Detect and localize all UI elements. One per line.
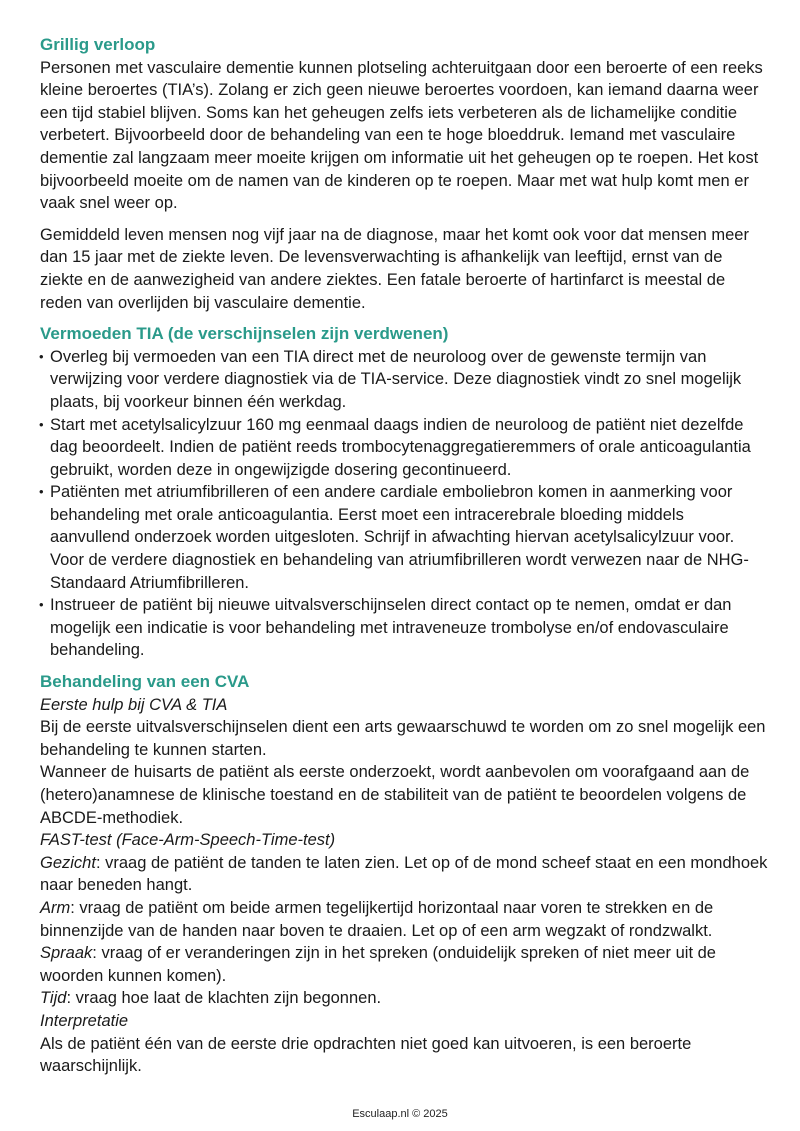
list-item: • Start met acetylsalicylzuur 160 mg eenmaal daags indien de neuroloog de patiënt niet dezelfde dag beoordeelt. Indien de patiënt reeds trombocytenaggregatieremmers of orale anticoagulantia gebruikt, worden deze in ongewijzigde dosering gecontinueerd. — [40, 414, 768, 482]
paragraph: Wanneer de huisarts de patiënt als eerste onderzoekt, wordt aanbevolen om voorafgaand aan de (hetero)anamnese de klinische toestand en de stabiliteit van de patiënt te beoordelen volgens de ABCDE-methodiek. — [40, 763, 750, 827]
fast-label: Spraak — [40, 944, 93, 963]
document-page — [40, 34, 768, 1078]
fast-label: Gezicht — [40, 853, 96, 872]
paragraph: Bij de eerste uitvalsverschijnselen dient een arts gewaarschuwd te worden om zo snel mogelijk een behandeling te kunnen starten. — [40, 718, 766, 759]
fast-item — [40, 852, 768, 897]
fast-text: : vraag hoe laat de klachten zijn begonnen. — [66, 989, 382, 1008]
bullet-list — [40, 346, 768, 662]
paragraph: Als de patiënt één van de eerste drie opdrachten niet goed kan uitvoeren, is een beroerte waarschijnlijk. — [40, 1034, 692, 1076]
fast-text: : vraag of er veranderingen zijn in het spreken (onduidelijk spreken of niet meer uit de woorden kunnen komen). — [40, 944, 716, 985]
subheading: Interpretatie — [40, 1011, 129, 1030]
list-item: • Overleg bij vermoeden van een TIA direct met de neuroloog over de gewenste termijn van verwijzing voor verdere diagnostiek via de TIA-service. Deze diagnostiek vindt zo snel mogelijk plaats, bij voorkeur binnen één werkdag. — [40, 346, 768, 414]
fast-item — [40, 987, 768, 1010]
paragraph: Gemiddeld leven mensen nog vijf jaar na de diagnose, maar het komt ook voor dat mensen meer dan 15 jaar met de ziekte leven. De levensverwachting is afhankelijk van leeftijd, ernst van de ziekte en de aanwezigheid van andere ziektes. Een fatale beroerte of hartinfarct is meestal de reden van overlijden bij vasculaire dementie. — [40, 225, 749, 312]
fast-item — [40, 897, 768, 942]
fast-text: : vraag de patiënt de tanden te laten zien. Let op of de mond scheef staat en een mondhoek naar beneden hangt. — [40, 853, 768, 895]
subheading: Eerste hulp bij CVA & TIA — [40, 695, 228, 714]
page-footer: Esculaap.nl © 2025 — [352, 1108, 448, 1120]
fast-label: Arm — [40, 898, 71, 917]
paragraph: Personen met vasculaire dementie kunnen plotseling achteruitgaan door een beroerte of een reeks kleine beroertes (TIA’s). Zolang er zich geen nieuwe beroertes voordoen, kan iemand daarna weer een tijd stabiel blijven. Soms kan het geheugen zelfs iets verbeteren als de lichamelijke conditie verbetert. Bijvoorbeeld door de behandeling van een te hoge bloeddruk. Iemand met vasculaire dementie zal langzaam meer moeite krijgen om informatie uit het geheugen op te roepen. Het kost bijvoorbeeld moeite om de namen van de kinderen op te roepen. Maar met wat hulp komt men er vaak snel weer op. — [40, 58, 763, 213]
section-heading: Behandeling van een CVA — [40, 672, 250, 692]
section-heading: Vermoeden TIA (de verschijnselen zijn verdwenen) — [40, 324, 449, 344]
fast-label: Tijd — [40, 989, 67, 1008]
subheading: FAST-test (Face-Arm-Speech-Time-test) — [40, 831, 336, 850]
list-item: • Patiënten met atriumfibrilleren of een andere cardiale emboliebron komen in aanmerking voor behandeling met orale anticoagulantia. Eerst moet een intracerebrale bloeding middels aanvullend onderzoek worden uitgesloten. Schrijf in afwachting hiervan acetylsalicylzuur voor. Voor de verdere diagnostiek en behandeling van atriumfibrilleren wordt verwezen naar de NHG-Standaard Atriumfibrilleren. — [40, 481, 768, 594]
section-grillig-verloop — [40, 34, 768, 314]
section-behandeling-cva — [40, 671, 768, 1078]
fast-text: : vraag de patiënt om beide armen tegelijkertijd horizontaal naar voren te strekken en de binnenzijde van de handen naar boven te draaien. Let op of een arm wegzakt of rondzwalkt. — [40, 898, 714, 940]
fast-item — [40, 942, 768, 987]
section-vermoeden-tia — [40, 323, 768, 662]
list-item: • Instrueer de patiënt bij nieuwe uitvalsverschijnselen direct contact op te nemen, omdat er dan mogelijk een indicatie is voor behandeling met intraveneuze trombolyse en/of endovasculaire behandeling. — [40, 594, 768, 662]
section-heading: Grillig verloop — [40, 35, 156, 54]
